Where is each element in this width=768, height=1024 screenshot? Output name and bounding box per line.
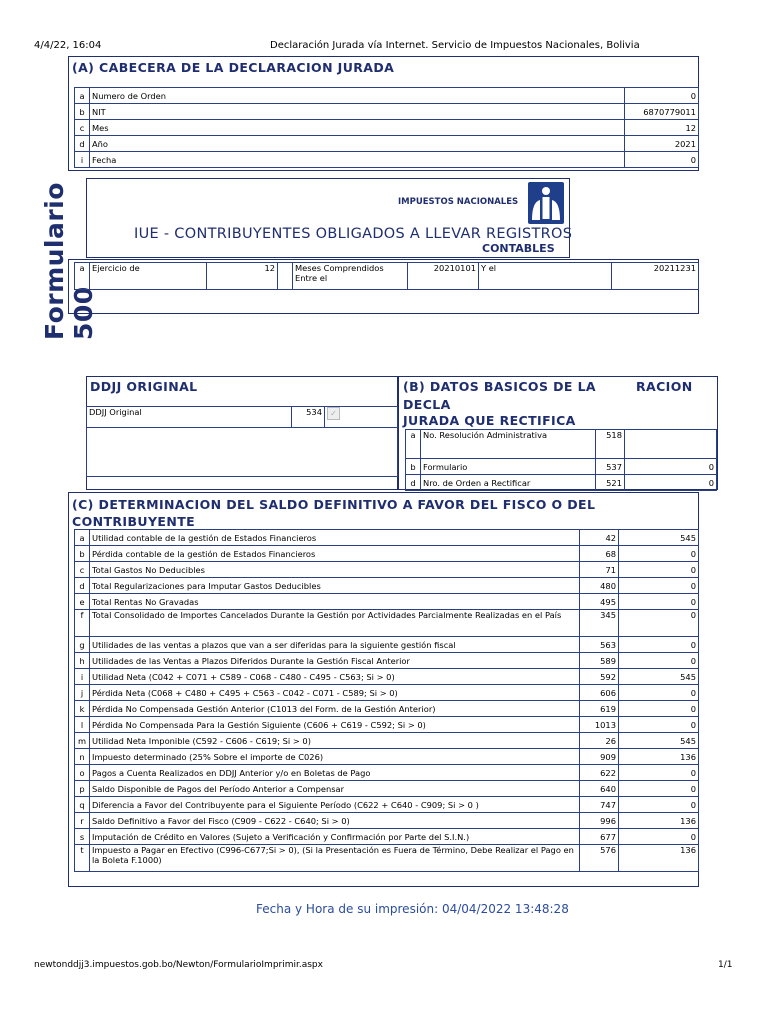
row-label: Utilidades de las Ventas a Plazos Diferidos Durante la Gestión Fiscal Anterior xyxy=(90,653,580,669)
table-row xyxy=(406,459,717,475)
row-label: Año xyxy=(90,136,625,152)
row-label: Impuesto a Pagar en Efectivo (C996-C677;Si > 0), (Si la Presentación es Fuera de Término, Debe Realizar el Pago en la Boleta F.1000) xyxy=(90,845,580,872)
row-label: Pérdida contable de la gestión de Estados Financieros xyxy=(90,546,580,562)
row-letter: o xyxy=(75,765,90,781)
row-code: 677 xyxy=(580,829,619,845)
row-code: 518 xyxy=(596,430,625,459)
row-code: 747 xyxy=(580,797,619,813)
row-value: 2021 xyxy=(625,136,699,152)
section-c-title: (C) DETERMINACION DEL SALDO DEFINITIVO A FAVOR DEL FISCO O DEL CONTRIBUYENTE xyxy=(72,497,596,529)
row-label: Pérdida No Compensada Gestión Anterior (C1013 del Form. de la Gestión Anterior) xyxy=(90,701,580,717)
y-el-label: Y el xyxy=(479,263,612,290)
section-b-title: (B) DATOS BASICOS DE LA xyxy=(403,379,597,394)
row-value xyxy=(625,430,717,459)
form-number-label: Formulario 500 xyxy=(40,182,98,340)
row-value: 0 xyxy=(619,701,699,717)
row-label: Pérdida No Compensada Para la Gestión Siguiente (C606 + C619 - C592; Si > 0) xyxy=(90,717,580,733)
table-row xyxy=(75,530,699,546)
row-letter: j xyxy=(75,685,90,701)
section-c-table xyxy=(74,529,699,872)
ddjj-title: DDJJ ORIGINAL xyxy=(90,379,198,394)
table-row xyxy=(75,120,699,136)
periodo-desde: 20210101 xyxy=(408,263,479,290)
row-letter: s xyxy=(75,829,90,845)
row-label: Utilidad contable de la gestión de Estados Financieros xyxy=(90,530,580,546)
table-row xyxy=(75,797,699,813)
row-value: 136 xyxy=(619,749,699,765)
row-letter: b xyxy=(406,459,421,475)
page-url[interactable]: newtonddjj3.impuestos.gob.bo/Newton/FormularioImprimir.aspx xyxy=(34,960,323,970)
row-letter: k xyxy=(75,701,90,717)
table-row xyxy=(75,829,699,845)
row-letter: a xyxy=(75,88,90,104)
row-label: Total Rentas No Gravadas xyxy=(90,594,580,610)
row-code: 495 xyxy=(580,594,619,610)
table-row xyxy=(75,781,699,797)
row-label: Diferencia a Favor del Contribuyente para el Siguiente Período (C622 + C640 - C909; Si > 0 ) xyxy=(90,797,580,813)
row-code: 42 xyxy=(580,530,619,546)
row-label: Total Consolidado de Importes Cancelados Durante la Gestión por Actividades Parcialmente Realizadas en el País xyxy=(90,610,580,637)
row-letter: n xyxy=(75,749,90,765)
row-letter: d xyxy=(406,475,421,491)
row-value: 0 xyxy=(619,637,699,653)
row-code: 589 xyxy=(580,653,619,669)
row-value: 0 xyxy=(619,578,699,594)
print-timestamp: Fecha y Hora de su impresión: 04/04/2022 13:48:28 xyxy=(256,902,569,916)
row-value: 6870779011 xyxy=(625,104,699,120)
table-row xyxy=(75,152,699,168)
ddjj-label: DDJJ Original xyxy=(87,407,292,428)
table-row xyxy=(75,717,699,733)
table-row xyxy=(75,136,699,152)
row-value: 0 xyxy=(625,88,699,104)
row-label: No. Resolución Administrativa xyxy=(421,430,596,459)
row-label: Utilidad Neta Imponible (C592 - C606 - C619; Si > 0) xyxy=(90,733,580,749)
table-row xyxy=(75,562,699,578)
table-row xyxy=(75,669,699,685)
row-label: Nro. de Orden a Rectificar xyxy=(421,475,596,491)
row-letter: f xyxy=(75,610,90,637)
table-row xyxy=(75,88,699,104)
row-value: 0 xyxy=(619,781,699,797)
row-value: 136 xyxy=(619,845,699,872)
table-row xyxy=(75,749,699,765)
table-row xyxy=(75,594,699,610)
ddjj-original-checkbox[interactable]: ✓ xyxy=(327,407,340,420)
row-code: 480 xyxy=(580,578,619,594)
section-a-table xyxy=(74,87,699,168)
table-row xyxy=(75,637,699,653)
table-row xyxy=(406,475,717,491)
row-letter: d xyxy=(75,136,90,152)
row-value: 0 xyxy=(625,475,717,491)
ejercicio-table xyxy=(74,262,699,290)
row-letter: b xyxy=(75,546,90,562)
row-label: Impuesto determinado (25% Sobre el importe de C026) xyxy=(90,749,580,765)
row-value: 12 xyxy=(625,120,699,136)
row-value: 0 xyxy=(619,594,699,610)
table-row xyxy=(75,701,699,717)
row-letter: e xyxy=(75,594,90,610)
ddjj-table xyxy=(86,406,398,477)
row-letter: m xyxy=(75,733,90,749)
page-number: 1/1 xyxy=(718,960,733,970)
print-datetime: 4/4/22, 16:04 xyxy=(34,40,102,51)
section-a-title: (A) CABECERA DE LA DECLARACION JURADA xyxy=(72,60,395,75)
logo xyxy=(396,180,568,226)
row-value: 0 xyxy=(619,610,699,637)
row-label: Formulario xyxy=(421,459,596,475)
table-row xyxy=(75,578,699,594)
row-letter: i xyxy=(75,152,90,168)
row-value: 545 xyxy=(619,733,699,749)
row-letter: g xyxy=(75,637,90,653)
meses-label: Meses Comprendidos Entre el xyxy=(293,263,408,290)
row-letter: l xyxy=(75,717,90,733)
row-letter: i xyxy=(75,669,90,685)
row-label: Mes xyxy=(90,120,625,136)
row-code: 68 xyxy=(580,546,619,562)
table-row xyxy=(75,610,699,637)
row-code: 563 xyxy=(580,637,619,653)
periodo-hasta: 20211231 xyxy=(612,263,699,290)
row-label: Numero de Orden xyxy=(90,88,625,104)
row-label: NIT xyxy=(90,104,625,120)
section-b-table xyxy=(405,429,717,491)
row-letter: c xyxy=(75,562,90,578)
row-code: 996 xyxy=(580,813,619,829)
row-code: 622 xyxy=(580,765,619,781)
row-value: 545 xyxy=(619,669,699,685)
row-code: 521 xyxy=(596,475,625,491)
row-code: 71 xyxy=(580,562,619,578)
row-code: 26 xyxy=(580,733,619,749)
table-row xyxy=(75,845,699,872)
logo-text: IMPUESTOS NACIONALES xyxy=(398,197,519,207)
table-row xyxy=(75,104,699,120)
table-row xyxy=(75,813,699,829)
row-value: 0 xyxy=(619,765,699,781)
row-letter: p xyxy=(75,781,90,797)
table-row xyxy=(75,653,699,669)
row-label: Saldo Definitivo a Favor del Fisco (C909 - C622 - C640; Si > 0) xyxy=(90,813,580,829)
row-value: 0 xyxy=(625,459,717,475)
row-value: 0 xyxy=(619,653,699,669)
row-label: Fecha xyxy=(90,152,625,168)
row-letter: a xyxy=(406,430,421,459)
ejercicio-label: Ejercicio de xyxy=(90,263,207,290)
row-code: 592 xyxy=(580,669,619,685)
row-code: 576 xyxy=(580,845,619,872)
row-letter: c xyxy=(75,120,90,136)
row-letter: a xyxy=(75,530,90,546)
row-letter: h xyxy=(75,653,90,669)
row-label: Imputación de Crédito en Valores (Sujeto a Verificación y Confirmación por Parte del S.I.N.) xyxy=(90,829,580,845)
row-letter: r xyxy=(75,813,90,829)
form-title: IUE - CONTRIBUYENTES OBLIGADOS A LLEVAR REGISTROS xyxy=(134,226,573,242)
row-letter: d xyxy=(75,578,90,594)
row-code: 619 xyxy=(580,701,619,717)
row-label: Saldo Disponible de Pagos del Período Anterior a Compensar xyxy=(90,781,580,797)
row-code: 537 xyxy=(596,459,625,475)
row-letter: b xyxy=(75,104,90,120)
row-code: 640 xyxy=(580,781,619,797)
ejercicio-letter: a xyxy=(75,263,90,290)
table-row xyxy=(75,685,699,701)
form-title-continued: CONTABLES xyxy=(482,242,555,255)
row-value: 0 xyxy=(619,797,699,813)
impuestos-logo-icon xyxy=(528,182,564,224)
section-b-title-c: DECLA xyxy=(403,397,451,412)
ddjj-code: 534 xyxy=(292,407,325,428)
section-b-title-d: JURADA QUE RECTIFICA xyxy=(403,413,576,428)
table-row xyxy=(406,430,717,459)
row-label: Total Regularizaciones para Imputar Gastos Deducibles xyxy=(90,578,580,594)
table-row xyxy=(75,765,699,781)
row-code: 909 xyxy=(580,749,619,765)
row-value: 0 xyxy=(619,685,699,701)
row-label: Pagos a Cuenta Realizados en DDJJ Anterior y/o en Boletas de Pago xyxy=(90,765,580,781)
table-row xyxy=(75,546,699,562)
row-value: 136 xyxy=(619,813,699,829)
row-letter: t xyxy=(75,845,90,872)
row-value: 0 xyxy=(619,546,699,562)
row-code: 345 xyxy=(580,610,619,637)
row-value: 0 xyxy=(619,829,699,845)
row-label: Utilidad Neta (C042 + C071 + C589 - C068 - C480 - C495 - C563; Si > 0) xyxy=(90,669,580,685)
row-value: 0 xyxy=(625,152,699,168)
row-label: Utilidades de las ventas a plazos que van a ser diferidas para la siguiente gestión fiscal xyxy=(90,637,580,653)
section-b-title-b: RACION xyxy=(636,379,693,394)
ejercicio-value: 12 xyxy=(207,263,278,290)
row-letter: q xyxy=(75,797,90,813)
row-value: 0 xyxy=(619,717,699,733)
row-code: 1013 xyxy=(580,717,619,733)
row-label: Total Gastos No Deducibles xyxy=(90,562,580,578)
row-code: 606 xyxy=(580,685,619,701)
row-value: 545 xyxy=(619,530,699,546)
page-title: Declaración Jurada vía Internet. Servicio de Impuestos Nacionales, Bolivia xyxy=(270,40,640,51)
table-row xyxy=(75,733,699,749)
row-value: 0 xyxy=(619,562,699,578)
row-label: Pérdida Neta (C068 + C480 + C495 + C563 - C042 - C071 - C589; Si > 0) xyxy=(90,685,580,701)
